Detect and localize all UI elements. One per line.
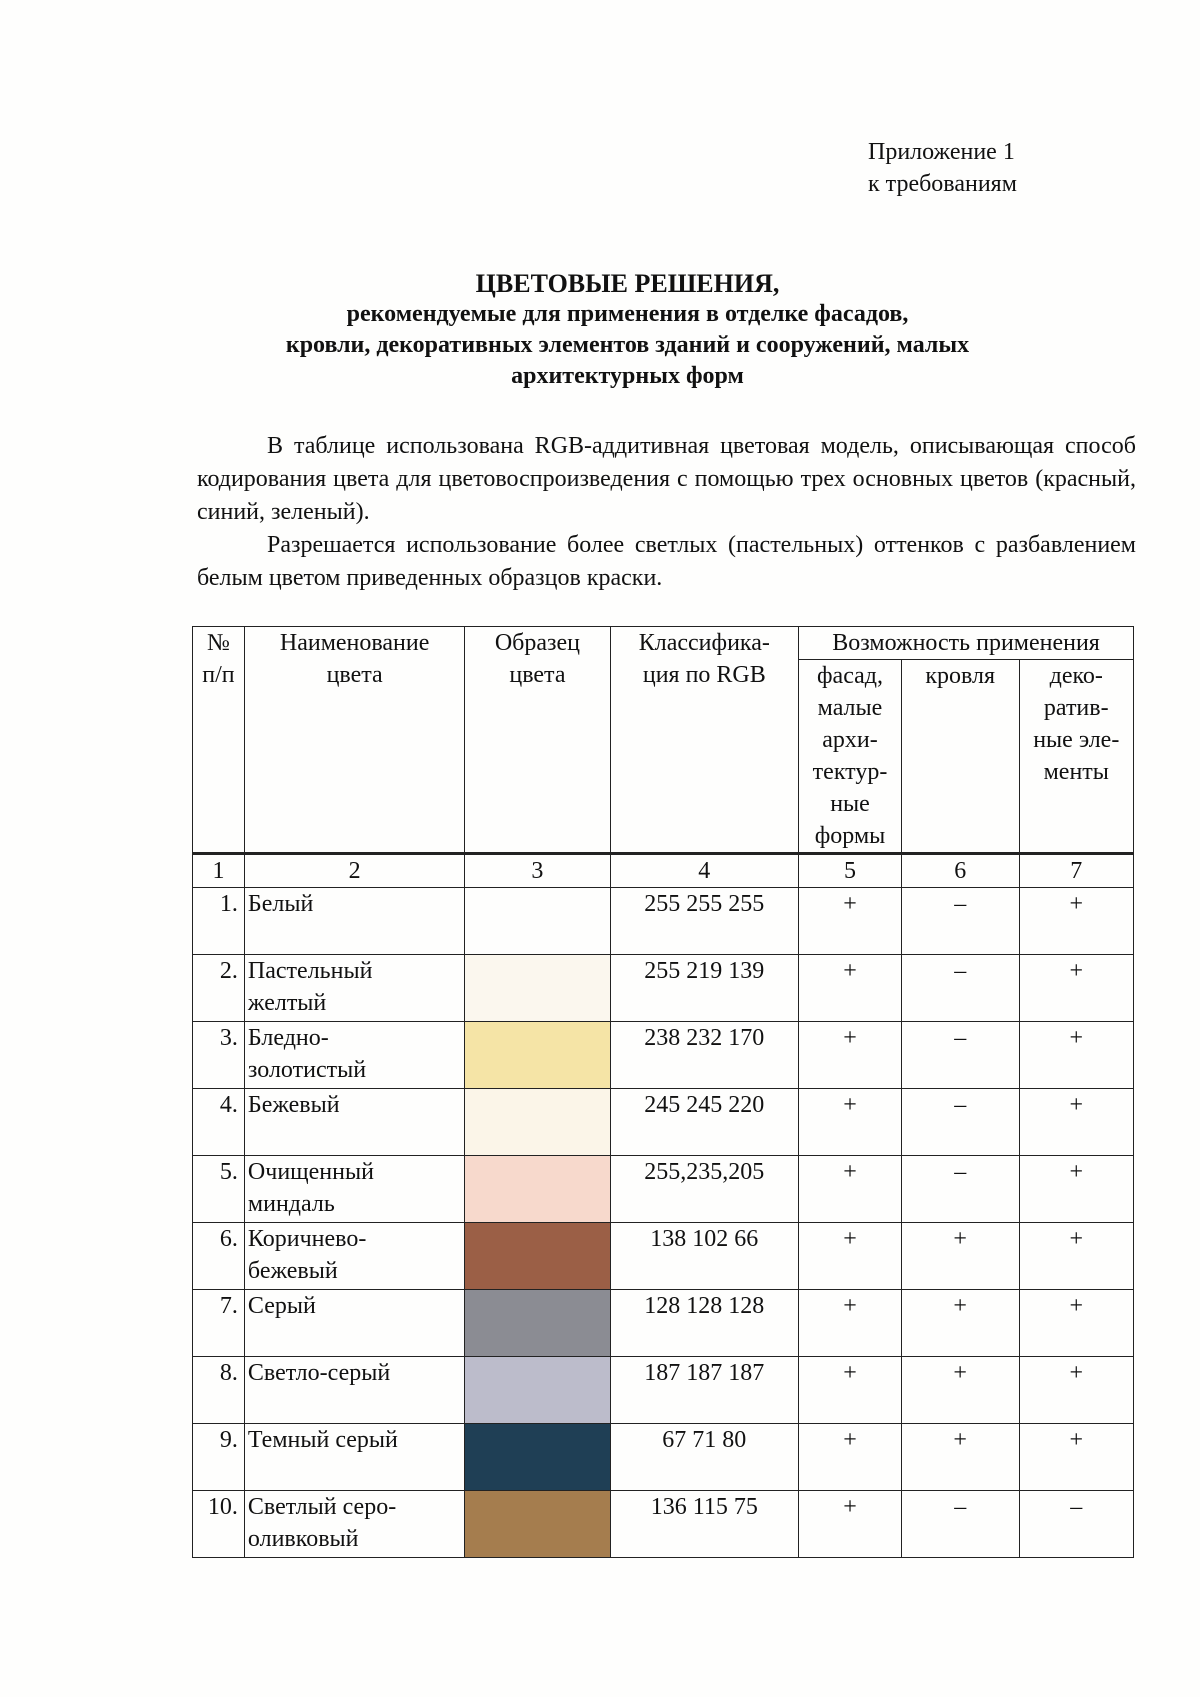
- row-number: 2.: [193, 955, 245, 1022]
- color-swatch: [465, 1089, 609, 1155]
- decor-usage: +: [1019, 1223, 1133, 1290]
- facade-usage: +: [799, 888, 902, 955]
- color-name: Серый: [244, 1290, 464, 1357]
- roof-usage: –: [901, 1491, 1019, 1558]
- color-swatch: [465, 1156, 609, 1222]
- roof-usage: +: [901, 1223, 1019, 1290]
- document-title: [180, 268, 1075, 392]
- appendix-note: [868, 136, 1017, 200]
- decor-usage: +: [1019, 1022, 1133, 1089]
- row-number: 7.: [193, 1290, 245, 1357]
- color-swatch: [465, 1491, 609, 1557]
- roof-usage: +: [901, 1357, 1019, 1424]
- column-number: 2: [244, 854, 464, 888]
- header-name: Наименование цвета: [244, 627, 464, 854]
- color-sample: [465, 1022, 610, 1089]
- decor-usage: –: [1019, 1491, 1133, 1558]
- column-number: 6: [901, 854, 1019, 888]
- column-number: 3: [465, 854, 610, 888]
- appendix-line: Приложение 1: [868, 139, 1015, 165]
- title-subline: рекомендуемые для применения в отделке фасадов,: [346, 301, 909, 327]
- header-facade: фасад, малые архи- тектур- ные формы: [799, 660, 902, 854]
- intro-paragraph: Разрешается использование более светлых (пастельных) оттенков с разбавлением белым цветом приведенных образцов краски.: [197, 532, 1136, 591]
- column-number: 4: [610, 854, 799, 888]
- color-sample: [465, 955, 610, 1022]
- decor-usage: +: [1019, 1357, 1133, 1424]
- facade-usage: +: [799, 1156, 902, 1223]
- facade-usage: +: [799, 1290, 902, 1357]
- facade-usage: +: [799, 1022, 902, 1089]
- table-row: [193, 1022, 1134, 1089]
- color-name: Светлый серо- оливковый: [244, 1491, 464, 1558]
- color-name: Светло-серый: [244, 1357, 464, 1424]
- roof-usage: –: [901, 1089, 1019, 1156]
- table-row: [193, 1357, 1134, 1424]
- color-sample: [465, 1089, 610, 1156]
- column-number: 5: [799, 854, 902, 888]
- color-name: Темный серый: [244, 1424, 464, 1491]
- facade-usage: +: [799, 955, 902, 1022]
- rgb-value: 238 232 170: [610, 1022, 799, 1089]
- rgb-value: 187 187 187: [610, 1357, 799, 1424]
- table-row: [193, 1491, 1134, 1558]
- color-name: Белый: [244, 888, 464, 955]
- column-number: 7: [1019, 854, 1133, 888]
- table-row: [193, 1424, 1134, 1491]
- row-number: 8.: [193, 1357, 245, 1424]
- appendix-line: к требованиям: [868, 171, 1017, 197]
- rgb-value: 245 245 220: [610, 1089, 799, 1156]
- column-number: 1: [193, 854, 245, 888]
- title-subline: архитектурных форм: [511, 363, 744, 389]
- color-sample: [465, 1357, 610, 1424]
- color-swatch: [465, 1357, 609, 1423]
- roof-usage: +: [901, 1290, 1019, 1357]
- table-row: [193, 1156, 1134, 1223]
- color-sample: [465, 1156, 610, 1223]
- rgb-value: 138 102 66: [610, 1223, 799, 1290]
- row-number: 3.: [193, 1022, 245, 1089]
- header-roof: кровля: [901, 660, 1019, 854]
- table-row: [193, 1223, 1134, 1290]
- rgb-value: 255 255 255: [610, 888, 799, 955]
- header-sample: Образец цвета: [465, 627, 610, 854]
- color-swatch: [465, 1223, 609, 1289]
- column-numbers-row: [193, 854, 1134, 888]
- table-row: [193, 888, 1134, 955]
- color-swatch: [465, 1022, 609, 1088]
- header-num: № п/п: [193, 627, 245, 854]
- header-decor: деко- ратив- ные эле- менты: [1019, 660, 1133, 854]
- color-sample: [465, 1290, 610, 1357]
- row-number: 9.: [193, 1424, 245, 1491]
- color-swatch: [465, 1290, 609, 1356]
- color-table: [192, 626, 1134, 1558]
- rgb-value: 136 115 75: [610, 1491, 799, 1558]
- table-row: [193, 1290, 1134, 1357]
- color-swatch: [465, 1424, 609, 1490]
- row-number: 4.: [193, 1089, 245, 1156]
- rgb-value: 67 71 80: [610, 1424, 799, 1491]
- title-main: ЦВЕТОВЫЕ РЕШЕНИЯ,: [475, 269, 780, 298]
- decor-usage: +: [1019, 1424, 1133, 1491]
- roof-usage: +: [901, 1424, 1019, 1491]
- row-number: 10.: [193, 1491, 245, 1558]
- row-number: 1.: [193, 888, 245, 955]
- decor-usage: +: [1019, 888, 1133, 955]
- color-sample: [465, 1223, 610, 1290]
- facade-usage: +: [799, 1491, 902, 1558]
- decor-usage: +: [1019, 1089, 1133, 1156]
- color-name: Очищенный миндаль: [244, 1156, 464, 1223]
- roof-usage: –: [901, 1022, 1019, 1089]
- decor-usage: +: [1019, 955, 1133, 1022]
- color-sample: [465, 888, 610, 955]
- header-usage: Возможность применения: [799, 627, 1134, 660]
- roof-usage: –: [901, 888, 1019, 955]
- rgb-value: 255,235,205: [610, 1156, 799, 1223]
- facade-usage: +: [799, 1089, 902, 1156]
- title-subline: кровли, декоративных элементов зданий и сооружений, малых: [285, 332, 970, 358]
- color-swatch: [465, 955, 609, 1021]
- decor-usage: +: [1019, 1156, 1133, 1223]
- color-sample: [465, 1424, 610, 1491]
- facade-usage: +: [799, 1424, 902, 1491]
- color-name: Коричнево- бежевый: [244, 1223, 464, 1290]
- rgb-value: 128 128 128: [610, 1290, 799, 1357]
- intro-text: [197, 430, 1136, 595]
- color-name: Бледно- золотистый: [244, 1022, 464, 1089]
- table-row: [193, 1089, 1134, 1156]
- row-number: 5.: [193, 1156, 245, 1223]
- color-name: Бежевый: [244, 1089, 464, 1156]
- roof-usage: –: [901, 955, 1019, 1022]
- table-row: [193, 955, 1134, 1022]
- facade-usage: +: [799, 1223, 902, 1290]
- color-name: Пастельный желтый: [244, 955, 464, 1022]
- color-sample: [465, 1491, 610, 1558]
- decor-usage: +: [1019, 1290, 1133, 1357]
- roof-usage: –: [901, 1156, 1019, 1223]
- header-rgb: Классифика- ция по RGB: [610, 627, 799, 854]
- row-number: 6.: [193, 1223, 245, 1290]
- color-swatch: [465, 888, 609, 954]
- intro-paragraph: В таблице использована RGB-аддитивная цветовая модель, описывающая способ кодирования цвета для цветовоспроизведения с помощью трех основных цветов (красный, синий, зеленый).: [197, 433, 1136, 525]
- facade-usage: +: [799, 1357, 902, 1424]
- rgb-value: 255 219 139: [610, 955, 799, 1022]
